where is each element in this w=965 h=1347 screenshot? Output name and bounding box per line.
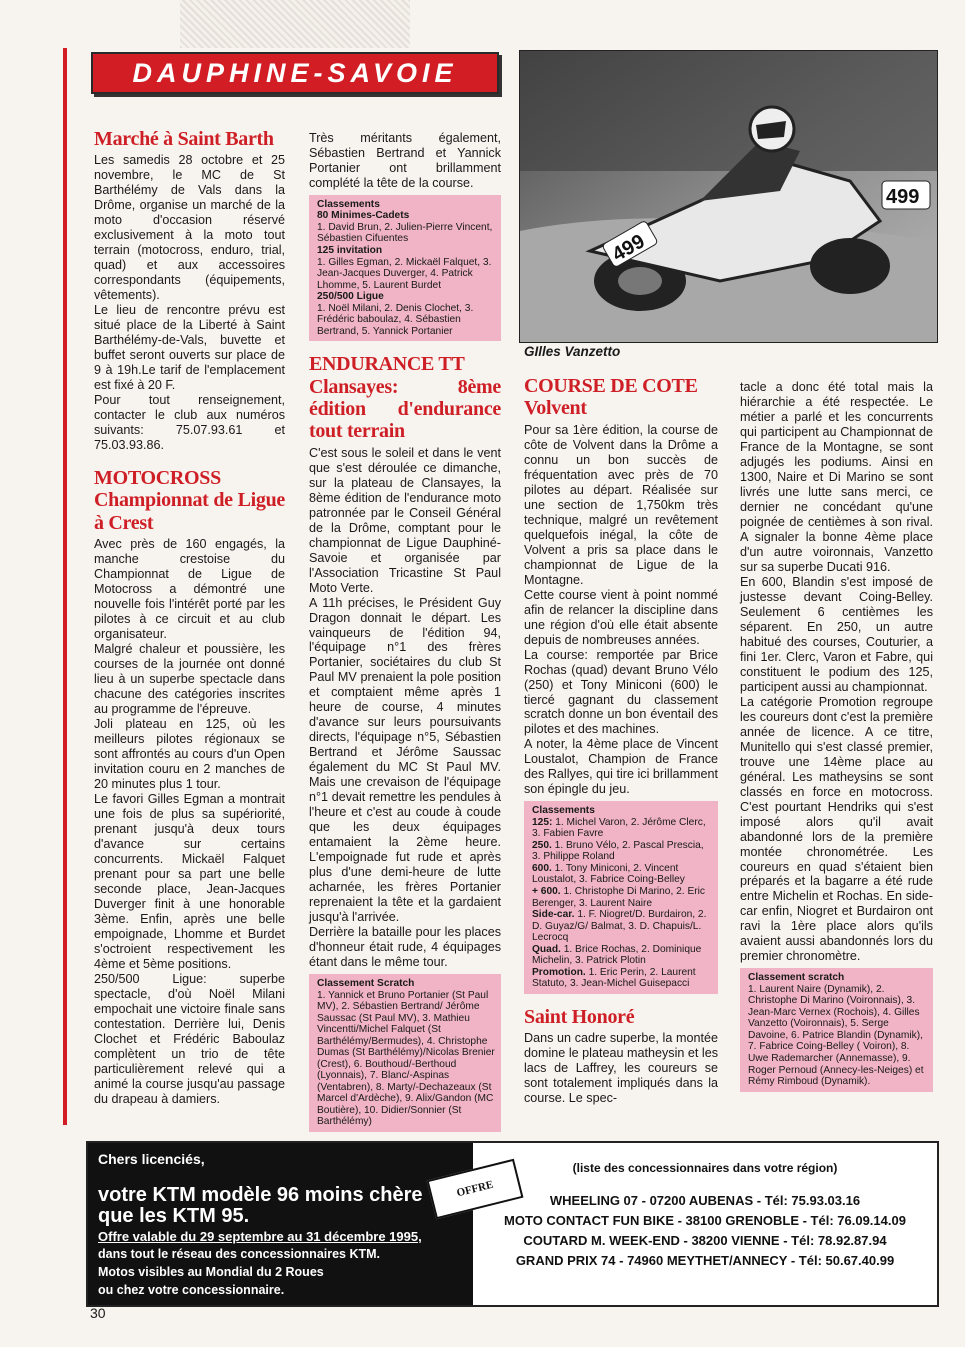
box-text: 1. David Brun, 2. Julien-Pierre Vincent, Sébastien Cifuentes [317, 221, 493, 245]
ad-dealer-note: ou chez votre concessionnaire. [98, 1283, 285, 1297]
paragraph: Très méritants également, Sébastien Bertrand et Yannick Portanier ont brillamment complété la tête de la course. [309, 131, 501, 190]
dealer-phone: Tél: 76.09.14.09 [810, 1213, 906, 1228]
headline-line: Clansayes: 8ème édition d'endurance tout terrain [309, 375, 501, 443]
dealer-address: - 07200 AUBENAS - [638, 1193, 765, 1208]
dealer-list-title: (liste des concessionnaires dans votre région) [572, 1161, 838, 1175]
scan-texture [180, 0, 410, 48]
box-line [532, 944, 712, 967]
results-box-course-de-cote [524, 801, 718, 993]
bike-number-front: 499 [608, 230, 649, 267]
paragraph: tacle a donc été total mais la hiérarchie a été respectée. Le métier a parlé et les concurrents qui participent au Championnat de France de la Montagne, se sont adjugés les podiums. Ainsi en 1300, Naire et Di Marino se sont livrés une lutte sans merci, ce dernier ne concédant qu'une poignée de centièmes à son rival. A signaler la bonne 4ème place d'un autre voironnais, Vanzetto sur sa superbe Ducati 916. [740, 380, 933, 574]
box-text: 1. Yannick et Bruno Portanier (St Paul MV), 2. Sébastien Bertrand/ Jérôme Saussac (St Paul MV), 3. Mathieu Vincentti/Michel Falquet (St Barthélémy/Bermudes), 4. Christophe Dumas (St Barthélémy)/Nicolas Brenier (Crest), 6. Bouthoud/-Berthoud (Lyonnais), 7. Blanc/-Aspinas (Ventabren), 8. Marty/-Dechazeaux (St Marcel d'Ardèche), 9. Alix/Gandon (MC Boutière), 10. Didier/Sonnier (St Barthélémy) [317, 989, 495, 1128]
box-label: Promotion. [532, 966, 586, 978]
box-subtitle: 250/500 Ligue [317, 291, 384, 303]
box-text: 1. F. Niogret/D. Burdairon, 2. D. Guyaz/G/ Balmat, 3. D. Chapuis/L. Lecrocq [532, 909, 707, 944]
box-label: 600. [532, 862, 552, 874]
box-line [532, 909, 712, 944]
box-label: Side-car. [532, 909, 575, 921]
box-line [532, 967, 712, 990]
paragraph: Le lieu de rencontre prévu est situé place de la Liberté à Saint Barthélémy-de-Vals, buvette et buffet seront ouverts sur place de 9 à 19h.Le tarif de l'emplacement est fixé à 20 F. [94, 303, 285, 393]
headline-saint-honore: Saint Honoré [524, 1005, 635, 1028]
dealer-row [473, 1213, 937, 1228]
box-line [532, 863, 712, 886]
column-4 [740, 380, 933, 1092]
paragraph: A noter, la 4ème place de Vincent Loustalot, Champion de France des Rallyes, qui tire ici brillamment son épingle du jeu. [524, 737, 718, 797]
box-label: + 600. [532, 886, 561, 897]
box-title: Classement scratch [748, 972, 845, 984]
box-title: Classements [532, 805, 595, 817]
box-subtitle: 125 invitation [317, 245, 383, 256]
paragraph: Le favori Gilles Egman a montrait une fois de plus sa supériorité, prenant jusqu'à deux tours d'avance sur certains concurrents. Mickaël Falquet prenant pour sa part une belle seconde place, Jean-Jacques Duverger finit à une honorable 3ème. Enfin, après une belle empoignade, Lhomme et Burdet s'octroient respectivement les 4ème et 5ème positions. [94, 791, 285, 971]
paragraph: Joli plateau en 125, où les meilleurs pilotes régionaux se sont affrontés au cours d'un Open invitation couru en 2 manches de 20 minutes plus 1 tour. [94, 717, 285, 791]
box-label: 250. [532, 839, 552, 851]
ad-validity: Offre valable du 29 septembre au 31 décembre 1995, [98, 1229, 422, 1244]
paragraph: C'est sous le soleil et dans le vent que s'est déroulée ce dimanche, sur la plateau de Clansayes, la 8ème édition de l'endurance moto patronnée par le Conseil Général de la Drôme, comptant pour le championnat de Ligue Dauphiné-Savoie et organisée par l'Association Tricastine St Paul Moto Verte. [309, 445, 501, 595]
box-text: 1. Michel Varon, 2. Jérôme Clerc, 3. Fabien Favre [532, 816, 706, 840]
red-margin-rule [63, 48, 67, 1125]
dealer-row [473, 1233, 937, 1248]
paragraph: Dans un cadre superbe, la montée domine le plateau matheysin et les lacs de Laffrey, les coureurs se sont totalement impliqués dans la course. Le spec- [524, 1031, 718, 1105]
column-3 [524, 375, 718, 1106]
ad-mondial: Motos visibles au Mondial du 2 Roues [98, 1265, 324, 1279]
headline-course-de-cote [524, 375, 718, 420]
box-line [532, 817, 712, 840]
offre-badge: OFFRE [426, 1159, 523, 1220]
headline-line: Championnat de Ligue à Crest [94, 489, 285, 534]
results-box-endurance [309, 974, 501, 1132]
column-2 [309, 131, 501, 1132]
paragraph: Malgré chaleur et poussière, les courses de la journée ont donné lieu à un superbe spectacle dans chacune des catégories inscrites au programme de l'épreuve. [94, 642, 285, 717]
paragraph: La catégorie Promotion regroupe les coureurs dont c'est la première année de licence. A ce titre, Munitello qui s'est classé premier, trouve une 14ème place au général. Les matheysins se sont classés en force en motocross. C'est pourtant Hendriks qui s'est imposé alors qu'il avait abandonné lors de la première montée chronométrée. Les coureurs en quad s'étaient bien préparés et la bagarre a été rude entre Michelin et Rochas. En side-car enfin, Niogret et Burdairon ont ravi la 1ère place alors qu'ils avaient aussi abandonnés lors du premier chronomètre. [740, 694, 933, 964]
dealer-name: COUTARD M. WEEK-END [523, 1233, 680, 1248]
box-text: 1. Gilles Egman, 2. Mickaël Falquet, 3. Jean-Jacques Duverger, 4. Patrick Lhomme, 5. Laurent Burdet [317, 256, 492, 291]
headline-marche: Marché à Saint Barth [94, 128, 274, 150]
dealer-name: MOTO CONTACT FUN BIKE [504, 1213, 674, 1228]
paragraph: Les samedis 28 octobre et 25 novembre, le MC de St Barthélémy de Vals dans la Drôme, organise un marché de la moto d'occasion réservé exclusivement à la moto tout terrain (motocross, enduro, trial, quad) et aux accessoires correspondants (équipements, vêtements). [94, 153, 285, 303]
photo-motorcycle-racer [519, 50, 938, 343]
box-label: Quad. [532, 943, 561, 955]
dealer-address: - 38100 GRENOBLE - [674, 1213, 811, 1228]
box-text: 1. Eric Perin, 2. Laurent Statuto, 3. Jean-Michel Guisepacci [532, 966, 696, 990]
box-line [532, 886, 712, 909]
dealer-row [473, 1253, 937, 1268]
section-banner [91, 52, 499, 94]
dealer-address: - 74960 MEYTHET/ANNECY - [615, 1253, 799, 1268]
headline-line: MOTOCROSS [94, 467, 221, 490]
results-box-saint-honore [740, 968, 933, 1091]
section-banner-title: DAUPHINE-SAVOIE [132, 58, 458, 88]
paragraph: La course: remportée par Brice Rochas (quad) devant Bruno Vélo (250) et Tony Miniconi (600) le tiercé gagnant du classement scratch donne un bon éventail des pilotes et des machines. [524, 647, 718, 737]
paragraph: Derrière la bataille pour les places d'honneur était rude, 4 équipages étant dans le même tour. [309, 925, 501, 970]
box-text: 1. Noël Milani, 2. Denis Clochet, 3. Frédéric baboulaz, 4. Sébastien Bertrand, 5. Yannick Portanier [317, 302, 474, 337]
ktm-advertisement [86, 1141, 939, 1307]
ad-headline: votre KTM modèle 96 moins chère que les KTM 95. [98, 1184, 423, 1227]
ad-offer-panel [88, 1143, 473, 1305]
paragraph: 250/500 Ligue: superbe spectacle, d'où Noël Milani empochait une victoire finale sans contestation. Derrière lui, Denis Clochet et Frédéric Baboulaz complètent un trio de tête particulièrement relevé qui a animé la course jusqu'au passage du drapeau à damiers. [94, 971, 285, 1106]
box-text: 1. Brice Rochas, 2. Dominique Michelin, 3. Patrick Plotin [532, 943, 702, 967]
box-label: 125: [532, 816, 553, 828]
paragraph: Cette course vient à point nommé afin de relancer la discipline dans une région d'où elle était absente depuis de nombreuses années. [524, 587, 718, 647]
box-text: 1. Laurent Naire (Dynamik), 2. Christophe Di Marino (Voironnais), 3. Jean-Marc Vernex (Rochois), 4. Gilles Vanzetto (Voironnais), 5. Serge Davoine, 6. Patrice Blandin (Dynamik), 7. Fabrice Coing-Belley ( Voiron), 8. Uwe Rademarcher (Annemasse), 9. Roger Pernoud (Annecy-les-Neiges) et Rémy Rimboud (Dynamik). [748, 983, 924, 1088]
headline-line: COURSE DE COTE [524, 375, 698, 397]
box-title: Classement Scratch [317, 978, 415, 990]
box-text: 1. Tony Miniconi, 2. Vincent Loustalot, 3. Fabrice Coing-Belley [532, 862, 685, 886]
dealer-address: - 38200 VIENNE - [679, 1233, 792, 1248]
dealer-phone: Tél: 50.67.40.99 [798, 1253, 895, 1268]
column-1 [94, 128, 285, 1107]
dealer-phone: Tél: 75.93.03.16 [764, 1193, 861, 1208]
dealer-name: GRAND PRIX 74 [515, 1253, 616, 1268]
motorcycle-illustration [520, 51, 937, 342]
headline-line: Volvent [524, 397, 587, 420]
dealer-row [473, 1193, 937, 1208]
dealer-name: WHEELING 07 [549, 1193, 639, 1208]
dealer-phone: Tél: 78.92.87.94 [791, 1233, 887, 1248]
paragraph: A 11h précises, le Président Guy Dragon donnait le départ. Les vainqueurs de l'édition 94, l'équipage n°1 des frères Portanier, sociétaires du club St Paul MV prenaient la pole position et comptaient même après 1 heure de course, 4 minutes d'avance sur leurs poursuivants directs, l'équipage n°5, Sébastien Bertrand et Jérôme Saussac également du MC St Paul MV. Mais une crevaison de l'équipage n°1 devait remettre les pendules à l'heure et c'est au coude à coude que les deux équipages entamaient la 2ème heure. L'empoignade fut rude et après plus d'une demi-heure de lutte acharnée, les frères Portanier reprenaient la tête et la gardaient jusqu'à l'arrivée. [309, 595, 501, 925]
photo-caption: GIlles Vanzetto [524, 344, 621, 359]
headline-line: ENDURANCE TT [309, 353, 465, 376]
ad-dealer-list [473, 1143, 937, 1305]
results-box-motocross [309, 195, 501, 341]
box-text: 1. Christophe Di Marino, 2. Eric Berenger, 3. Laurent Naire [532, 886, 705, 909]
box-line [532, 840, 712, 863]
paragraph: Avec près de 160 engagés, la manche crestoise du Championnat de Ligue de Motocross a démontré une nouvelle fois l'intérêt porté par les pilotes à ce circuit et au club organisateur. [94, 537, 285, 642]
paragraph: En 600, Blandin s'est imposé de justesse devant Coing-Belley. Seulement 6 centièmes les séparent. En 250, un autre habitué des courses, Couturier, a fini 1er. Clerc, Varon et Fabre, qui constituent le podium des 125, participent aussi au championnat. [740, 574, 933, 694]
headline-motocross [94, 467, 285, 534]
ad-greeting: Chers licenciés, [98, 1151, 205, 1167]
page-number: 30 [90, 1305, 106, 1321]
paragraph: Pour tout renseignement, contacter le club aux numéros suivants: 75.07.93.61 et 75.03.93.86. [94, 393, 285, 453]
bike-number-side: 499 [886, 186, 920, 208]
ad-network: dans tout le réseau des concessionnaires KTM. [98, 1247, 381, 1261]
headline-endurance [309, 353, 501, 443]
box-title: Classements [317, 198, 380, 210]
paragraph: Pour sa 1ère édition, la course de côte de Volvent dans la Drôme a connu un bon succès de fréquentation avec près de 70 pilotes au départ. Réalisée sur une section de 1,750km très technique, malgré un revêtement quelquefois inégal, la côte de Volvent a pris sa place dans le championnat de Ligue de la Montagne. [524, 422, 718, 587]
box-subtitle: 80 Minimes-Cadets [317, 210, 410, 222]
box-text: 1. Bruno Vélo, 2. Pascal Prescia, 3. Philippe Roland [532, 839, 704, 863]
